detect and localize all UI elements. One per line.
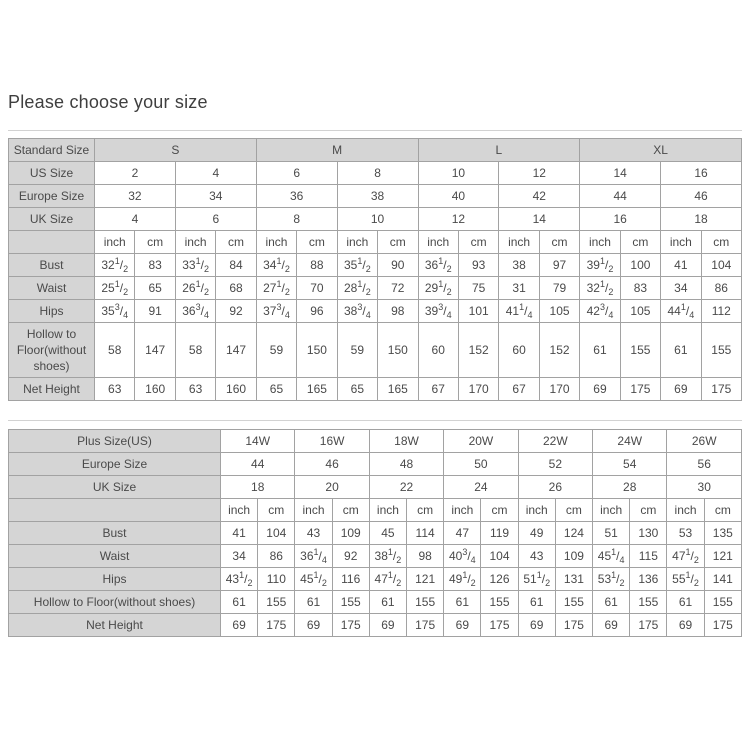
row-bust bbox=[9, 522, 742, 545]
cell-units: inch bbox=[518, 499, 555, 522]
cell-net-height: 175 bbox=[258, 614, 295, 637]
row-label-hollow-to-floor-without-shoes: Hollow to Floor(without shoes) bbox=[9, 591, 221, 614]
cell-net-height: 69 bbox=[444, 614, 481, 637]
cell-bust: 84 bbox=[216, 254, 256, 277]
cell-uk-size: 10 bbox=[337, 208, 418, 231]
cell-net-height: 69 bbox=[667, 614, 704, 637]
row-uk-size bbox=[9, 208, 742, 231]
row-net-height bbox=[9, 378, 742, 401]
cell-bust: 41 bbox=[661, 254, 701, 277]
row-net-height bbox=[9, 614, 742, 637]
cell-bust: 135 bbox=[704, 522, 741, 545]
cell-units: cm bbox=[216, 231, 256, 254]
cell-bust: 114 bbox=[407, 522, 444, 545]
cell-hips: $42^3/_4$ bbox=[580, 300, 620, 323]
cell-waist: $26^1/_2$ bbox=[175, 277, 215, 300]
cell-uk-size: 6 bbox=[175, 208, 256, 231]
cell-europe-size: 38 bbox=[337, 185, 418, 208]
cell-hips: 110 bbox=[258, 568, 295, 591]
cell-bust: 41 bbox=[221, 522, 258, 545]
cell-bust: 49 bbox=[518, 522, 555, 545]
cell-hollow-to-floor-without-shoes: 61 bbox=[593, 591, 630, 614]
cell-standard-size: S bbox=[95, 139, 257, 162]
cell-uk-size: 14 bbox=[499, 208, 580, 231]
cell-net-height: 69 bbox=[593, 614, 630, 637]
cell-hips: $49^1/_2$ bbox=[444, 568, 481, 591]
cell-hollow-to-floor-without-shoes: 61 bbox=[580, 323, 620, 378]
cell-plus-size-us: 24W bbox=[593, 430, 667, 453]
cell-hollow-to-floor-without-shoes: 58 bbox=[95, 323, 135, 378]
cell-hollow-to-floor-without-shoes: 147 bbox=[135, 323, 175, 378]
cell-hips: 121 bbox=[407, 568, 444, 591]
cell-waist: 68 bbox=[216, 277, 256, 300]
cell-hollow-to-floor-without-shoes: 155 bbox=[407, 591, 444, 614]
cell-bust: $35^1/_2$ bbox=[337, 254, 377, 277]
cell-waist: 34 bbox=[661, 277, 701, 300]
cell-uk-size: 16 bbox=[580, 208, 661, 231]
cell-waist: 79 bbox=[539, 277, 579, 300]
cell-bust: 104 bbox=[701, 254, 741, 277]
cell-net-height: 170 bbox=[458, 378, 498, 401]
cell-waist: $40^3/_4$ bbox=[444, 545, 481, 568]
row-label-uk-size: UK Size bbox=[9, 208, 95, 231]
cell-uk-size: 12 bbox=[418, 208, 499, 231]
cell-bust: 51 bbox=[593, 522, 630, 545]
cell-net-height: 69 bbox=[661, 378, 701, 401]
cell-europe-size: 50 bbox=[444, 453, 518, 476]
cell-bust: 45 bbox=[369, 522, 406, 545]
row-label-net-height: Net Height bbox=[9, 378, 95, 401]
cell-net-height: 69 bbox=[221, 614, 258, 637]
cell-us-size: 10 bbox=[418, 162, 499, 185]
cell-net-height: 63 bbox=[95, 378, 135, 401]
cell-units: inch bbox=[667, 499, 704, 522]
cell-plus-size-us: 22W bbox=[518, 430, 592, 453]
cell-net-height: 69 bbox=[580, 378, 620, 401]
cell-hollow-to-floor-without-shoes: 58 bbox=[175, 323, 215, 378]
cell-hollow-to-floor-without-shoes: 61 bbox=[221, 591, 258, 614]
cell-units: inch bbox=[221, 499, 258, 522]
row-label-europe-size: Europe Size bbox=[9, 453, 221, 476]
row-label-hips: Hips bbox=[9, 568, 221, 591]
cell-units: inch bbox=[418, 231, 458, 254]
cell-hollow-to-floor-without-shoes: 152 bbox=[539, 323, 579, 378]
cell-uk-size: 26 bbox=[518, 476, 592, 499]
cell-hips: 131 bbox=[555, 568, 592, 591]
cell-waist: $28^1/_2$ bbox=[337, 277, 377, 300]
cell-units: cm bbox=[135, 231, 175, 254]
cell-hollow-to-floor-without-shoes: 59 bbox=[256, 323, 296, 378]
cell-hips: $37^3/_4$ bbox=[256, 300, 296, 323]
row-waist bbox=[9, 545, 742, 568]
cell-europe-size: 46 bbox=[295, 453, 369, 476]
row-label-standard-size: Standard Size bbox=[9, 139, 95, 162]
cell-units: cm bbox=[378, 231, 418, 254]
row-label-units bbox=[9, 499, 221, 522]
cell-hips: $36^3/_4$ bbox=[175, 300, 215, 323]
cell-units: inch bbox=[175, 231, 215, 254]
cell-europe-size: 40 bbox=[418, 185, 499, 208]
cell-units: cm bbox=[620, 231, 660, 254]
row-label-bust: Bust bbox=[9, 522, 221, 545]
cell-units: cm bbox=[407, 499, 444, 522]
cell-net-height: 65 bbox=[256, 378, 296, 401]
cell-hips: 141 bbox=[704, 568, 741, 591]
cell-waist: 86 bbox=[258, 545, 295, 568]
cell-net-height: 69 bbox=[518, 614, 555, 637]
cell-units: cm bbox=[701, 231, 741, 254]
cell-units: cm bbox=[704, 499, 741, 522]
cell-us-size: 14 bbox=[580, 162, 661, 185]
cell-europe-size: 44 bbox=[221, 453, 295, 476]
cell-waist: $47^1/_2$ bbox=[667, 545, 704, 568]
row-label-waist: Waist bbox=[9, 277, 95, 300]
cell-bust: 124 bbox=[555, 522, 592, 545]
cell-uk-size: 8 bbox=[256, 208, 337, 231]
cell-hollow-to-floor-without-shoes: 152 bbox=[458, 323, 498, 378]
cell-bust: 100 bbox=[620, 254, 660, 277]
cell-standard-size: M bbox=[256, 139, 418, 162]
cell-units: cm bbox=[458, 231, 498, 254]
row-europe-size bbox=[9, 185, 742, 208]
cell-waist: 104 bbox=[481, 545, 518, 568]
cell-us-size: 4 bbox=[175, 162, 256, 185]
cell-plus-size-us: 16W bbox=[295, 430, 369, 453]
cell-uk-size: 4 bbox=[95, 208, 176, 231]
row-label-net-height: Net Height bbox=[9, 614, 221, 637]
cell-net-height: 69 bbox=[295, 614, 332, 637]
cell-units: inch bbox=[256, 231, 296, 254]
cell-units: inch bbox=[337, 231, 377, 254]
row-plus-size-us bbox=[9, 430, 742, 453]
cell-europe-size: 44 bbox=[580, 185, 661, 208]
row-label-hips: Hips bbox=[9, 300, 95, 323]
cell-waist: 72 bbox=[378, 277, 418, 300]
cell-hips: 98 bbox=[378, 300, 418, 323]
row-hips bbox=[9, 568, 742, 591]
cell-uk-size: 30 bbox=[667, 476, 742, 499]
size-guide-section bbox=[0, 92, 750, 637]
cell-waist: 121 bbox=[704, 545, 741, 568]
cell-waist: $45^1/_4$ bbox=[593, 545, 630, 568]
cell-europe-size: 54 bbox=[593, 453, 667, 476]
cell-plus-size-us: 14W bbox=[221, 430, 295, 453]
cell-hollow-to-floor-without-shoes: 150 bbox=[378, 323, 418, 378]
cell-europe-size: 42 bbox=[499, 185, 580, 208]
standard-size-table bbox=[8, 138, 742, 401]
row-units bbox=[9, 231, 742, 254]
cell-units: cm bbox=[555, 499, 592, 522]
cell-waist: $36^1/_4$ bbox=[295, 545, 332, 568]
cell-net-height: 175 bbox=[704, 614, 741, 637]
cell-hips: 91 bbox=[135, 300, 175, 323]
cell-bust: $32^1/_2$ bbox=[95, 254, 135, 277]
row-label-uk-size: UK Size bbox=[9, 476, 221, 499]
cell-waist: 92 bbox=[332, 545, 369, 568]
cell-hollow-to-floor-without-shoes: 155 bbox=[704, 591, 741, 614]
cell-standard-size: L bbox=[418, 139, 580, 162]
cell-uk-size: 18 bbox=[661, 208, 742, 231]
cell-us-size: 16 bbox=[661, 162, 742, 185]
cell-uk-size: 28 bbox=[593, 476, 667, 499]
cell-plus-size-us: 26W bbox=[667, 430, 742, 453]
cell-waist: $25^1/_2$ bbox=[95, 277, 135, 300]
row-label-units bbox=[9, 231, 95, 254]
cell-europe-size: 34 bbox=[175, 185, 256, 208]
cell-europe-size: 56 bbox=[667, 453, 742, 476]
cell-europe-size: 32 bbox=[95, 185, 176, 208]
cell-bust: $33^1/_2$ bbox=[175, 254, 215, 277]
row-label-us-size: US Size bbox=[9, 162, 95, 185]
cell-hollow-to-floor-without-shoes: 61 bbox=[518, 591, 555, 614]
cell-hollow-to-floor-without-shoes: 59 bbox=[337, 323, 377, 378]
cell-bust: 83 bbox=[135, 254, 175, 277]
cell-units: inch bbox=[661, 231, 701, 254]
cell-waist: $29^1/_2$ bbox=[418, 277, 458, 300]
cell-bust: 88 bbox=[297, 254, 337, 277]
row-europe-size bbox=[9, 453, 742, 476]
cell-europe-size: 36 bbox=[256, 185, 337, 208]
cell-units: inch bbox=[593, 499, 630, 522]
cell-units: inch bbox=[444, 499, 481, 522]
cell-hollow-to-floor-without-shoes: 147 bbox=[216, 323, 256, 378]
cell-net-height: 63 bbox=[175, 378, 215, 401]
cell-hips: 126 bbox=[481, 568, 518, 591]
cell-units: inch bbox=[295, 499, 332, 522]
cell-units: cm bbox=[258, 499, 295, 522]
cell-net-height: 65 bbox=[337, 378, 377, 401]
cell-waist: 115 bbox=[630, 545, 667, 568]
cell-net-height: 160 bbox=[135, 378, 175, 401]
cell-units: inch bbox=[499, 231, 539, 254]
cell-waist: $38^1/_2$ bbox=[369, 545, 406, 568]
cell-bust: $39^1/_2$ bbox=[580, 254, 620, 277]
cell-net-height: 67 bbox=[418, 378, 458, 401]
plus-size-table bbox=[8, 429, 742, 637]
top-divider bbox=[8, 130, 742, 131]
row-units bbox=[9, 499, 742, 522]
cell-hollow-to-floor-without-shoes: 155 bbox=[555, 591, 592, 614]
cell-units: cm bbox=[332, 499, 369, 522]
cell-europe-size: 52 bbox=[518, 453, 592, 476]
row-hips bbox=[9, 300, 742, 323]
cell-net-height: 175 bbox=[701, 378, 741, 401]
cell-bust: 93 bbox=[458, 254, 498, 277]
cell-hollow-to-floor-without-shoes: 155 bbox=[332, 591, 369, 614]
cell-us-size: 8 bbox=[337, 162, 418, 185]
cell-hollow-to-floor-without-shoes: 60 bbox=[418, 323, 458, 378]
cell-units: cm bbox=[630, 499, 667, 522]
row-hollow-to-floor-without-shoes bbox=[9, 591, 742, 614]
cell-units: inch bbox=[580, 231, 620, 254]
cell-hollow-to-floor-without-shoes: 155 bbox=[701, 323, 741, 378]
cell-hips: $45^1/_2$ bbox=[295, 568, 332, 591]
cell-waist: 75 bbox=[458, 277, 498, 300]
cell-waist: $32^1/_2$ bbox=[580, 277, 620, 300]
cell-bust: 38 bbox=[499, 254, 539, 277]
cell-hips: $35^3/_4$ bbox=[95, 300, 135, 323]
cell-us-size: 12 bbox=[499, 162, 580, 185]
cell-uk-size: 24 bbox=[444, 476, 518, 499]
row-label-plus-size-us: Plus Size(US) bbox=[9, 430, 221, 453]
cell-hollow-to-floor-without-shoes: 61 bbox=[444, 591, 481, 614]
cell-waist: $27^1/_2$ bbox=[256, 277, 296, 300]
cell-hips: 116 bbox=[332, 568, 369, 591]
cell-net-height: 165 bbox=[378, 378, 418, 401]
cell-hollow-to-floor-without-shoes: 60 bbox=[499, 323, 539, 378]
cell-hips: $44^1/_4$ bbox=[661, 300, 701, 323]
cell-bust: 130 bbox=[630, 522, 667, 545]
cell-hollow-to-floor-without-shoes: 155 bbox=[258, 591, 295, 614]
cell-bust: 104 bbox=[258, 522, 295, 545]
cell-hollow-to-floor-without-shoes: 61 bbox=[661, 323, 701, 378]
cell-hollow-to-floor-without-shoes: 155 bbox=[481, 591, 518, 614]
cell-hollow-to-floor-without-shoes: 61 bbox=[295, 591, 332, 614]
page-title: Please choose your size bbox=[8, 92, 208, 112]
row-label-hollow-to-floor-without-shoes: Hollow to Floor(without shoes) bbox=[9, 323, 95, 378]
cell-hollow-to-floor-without-shoes: 155 bbox=[630, 591, 667, 614]
cell-hollow-to-floor-without-shoes: 61 bbox=[369, 591, 406, 614]
cell-hips: 92 bbox=[216, 300, 256, 323]
cell-hips: $43^1/_2$ bbox=[221, 568, 258, 591]
cell-waist: 98 bbox=[407, 545, 444, 568]
cell-hips: 96 bbox=[297, 300, 337, 323]
cell-net-height: 69 bbox=[369, 614, 406, 637]
cell-europe-size: 46 bbox=[661, 185, 742, 208]
cell-hips: 101 bbox=[458, 300, 498, 323]
cell-us-size: 2 bbox=[95, 162, 176, 185]
cell-bust: 119 bbox=[481, 522, 518, 545]
row-hollow-to-floor-without-shoes bbox=[9, 323, 742, 378]
cell-hips: 105 bbox=[620, 300, 660, 323]
cell-net-height: 165 bbox=[297, 378, 337, 401]
cell-waist: 86 bbox=[701, 277, 741, 300]
cell-bust: 47 bbox=[444, 522, 481, 545]
cell-net-height: 175 bbox=[481, 614, 518, 637]
cell-plus-size-us: 20W bbox=[444, 430, 518, 453]
row-label-waist: Waist bbox=[9, 545, 221, 568]
cell-hollow-to-floor-without-shoes: 61 bbox=[667, 591, 704, 614]
row-label-europe-size: Europe Size bbox=[9, 185, 95, 208]
row-uk-size bbox=[9, 476, 742, 499]
cell-hips: $55^1/_2$ bbox=[667, 568, 704, 591]
cell-us-size: 6 bbox=[256, 162, 337, 185]
cell-hips: $38^3/_4$ bbox=[337, 300, 377, 323]
cell-bust: 109 bbox=[332, 522, 369, 545]
cell-net-height: 175 bbox=[332, 614, 369, 637]
cell-net-height: 160 bbox=[216, 378, 256, 401]
cell-hips: $51^1/_2$ bbox=[518, 568, 555, 591]
cell-bust: 97 bbox=[539, 254, 579, 277]
cell-bust: $34^1/_2$ bbox=[256, 254, 296, 277]
cell-hollow-to-floor-without-shoes: 155 bbox=[620, 323, 660, 378]
cell-units: inch bbox=[95, 231, 135, 254]
cell-hips: $47^1/_2$ bbox=[369, 568, 406, 591]
cell-plus-size-us: 18W bbox=[369, 430, 443, 453]
cell-units: cm bbox=[297, 231, 337, 254]
cell-net-height: 175 bbox=[555, 614, 592, 637]
cell-standard-size: XL bbox=[580, 139, 742, 162]
cell-hips: $39^3/_4$ bbox=[418, 300, 458, 323]
cell-waist: 65 bbox=[135, 277, 175, 300]
cell-units: inch bbox=[369, 499, 406, 522]
row-bust bbox=[9, 254, 742, 277]
cell-waist: 70 bbox=[297, 277, 337, 300]
cell-bust: 90 bbox=[378, 254, 418, 277]
cell-net-height: 175 bbox=[407, 614, 444, 637]
cell-net-height: 67 bbox=[499, 378, 539, 401]
cell-waist: 109 bbox=[555, 545, 592, 568]
cell-uk-size: 18 bbox=[221, 476, 295, 499]
cell-hollow-to-floor-without-shoes: 150 bbox=[297, 323, 337, 378]
cell-units: cm bbox=[539, 231, 579, 254]
cell-hips: 112 bbox=[701, 300, 741, 323]
cell-hips: $41^1/_4$ bbox=[499, 300, 539, 323]
cell-waist: 31 bbox=[499, 277, 539, 300]
cell-units: cm bbox=[481, 499, 518, 522]
cell-net-height: 175 bbox=[620, 378, 660, 401]
cell-net-height: 175 bbox=[630, 614, 667, 637]
cell-net-height: 170 bbox=[539, 378, 579, 401]
cell-bust: 53 bbox=[667, 522, 704, 545]
cell-waist: 43 bbox=[518, 545, 555, 568]
row-waist bbox=[9, 277, 742, 300]
cell-waist: 83 bbox=[620, 277, 660, 300]
row-label-bust: Bust bbox=[9, 254, 95, 277]
cell-hips: 105 bbox=[539, 300, 579, 323]
cell-uk-size: 22 bbox=[369, 476, 443, 499]
cell-hips: 136 bbox=[630, 568, 667, 591]
row-us-size bbox=[9, 162, 742, 185]
cell-bust: $36^1/_2$ bbox=[418, 254, 458, 277]
cell-uk-size: 20 bbox=[295, 476, 369, 499]
cell-bust: 43 bbox=[295, 522, 332, 545]
row-standard-size bbox=[9, 139, 742, 162]
middle-divider bbox=[8, 420, 742, 421]
cell-waist: 34 bbox=[221, 545, 258, 568]
cell-europe-size: 48 bbox=[369, 453, 443, 476]
cell-hips: $53^1/_2$ bbox=[593, 568, 630, 591]
